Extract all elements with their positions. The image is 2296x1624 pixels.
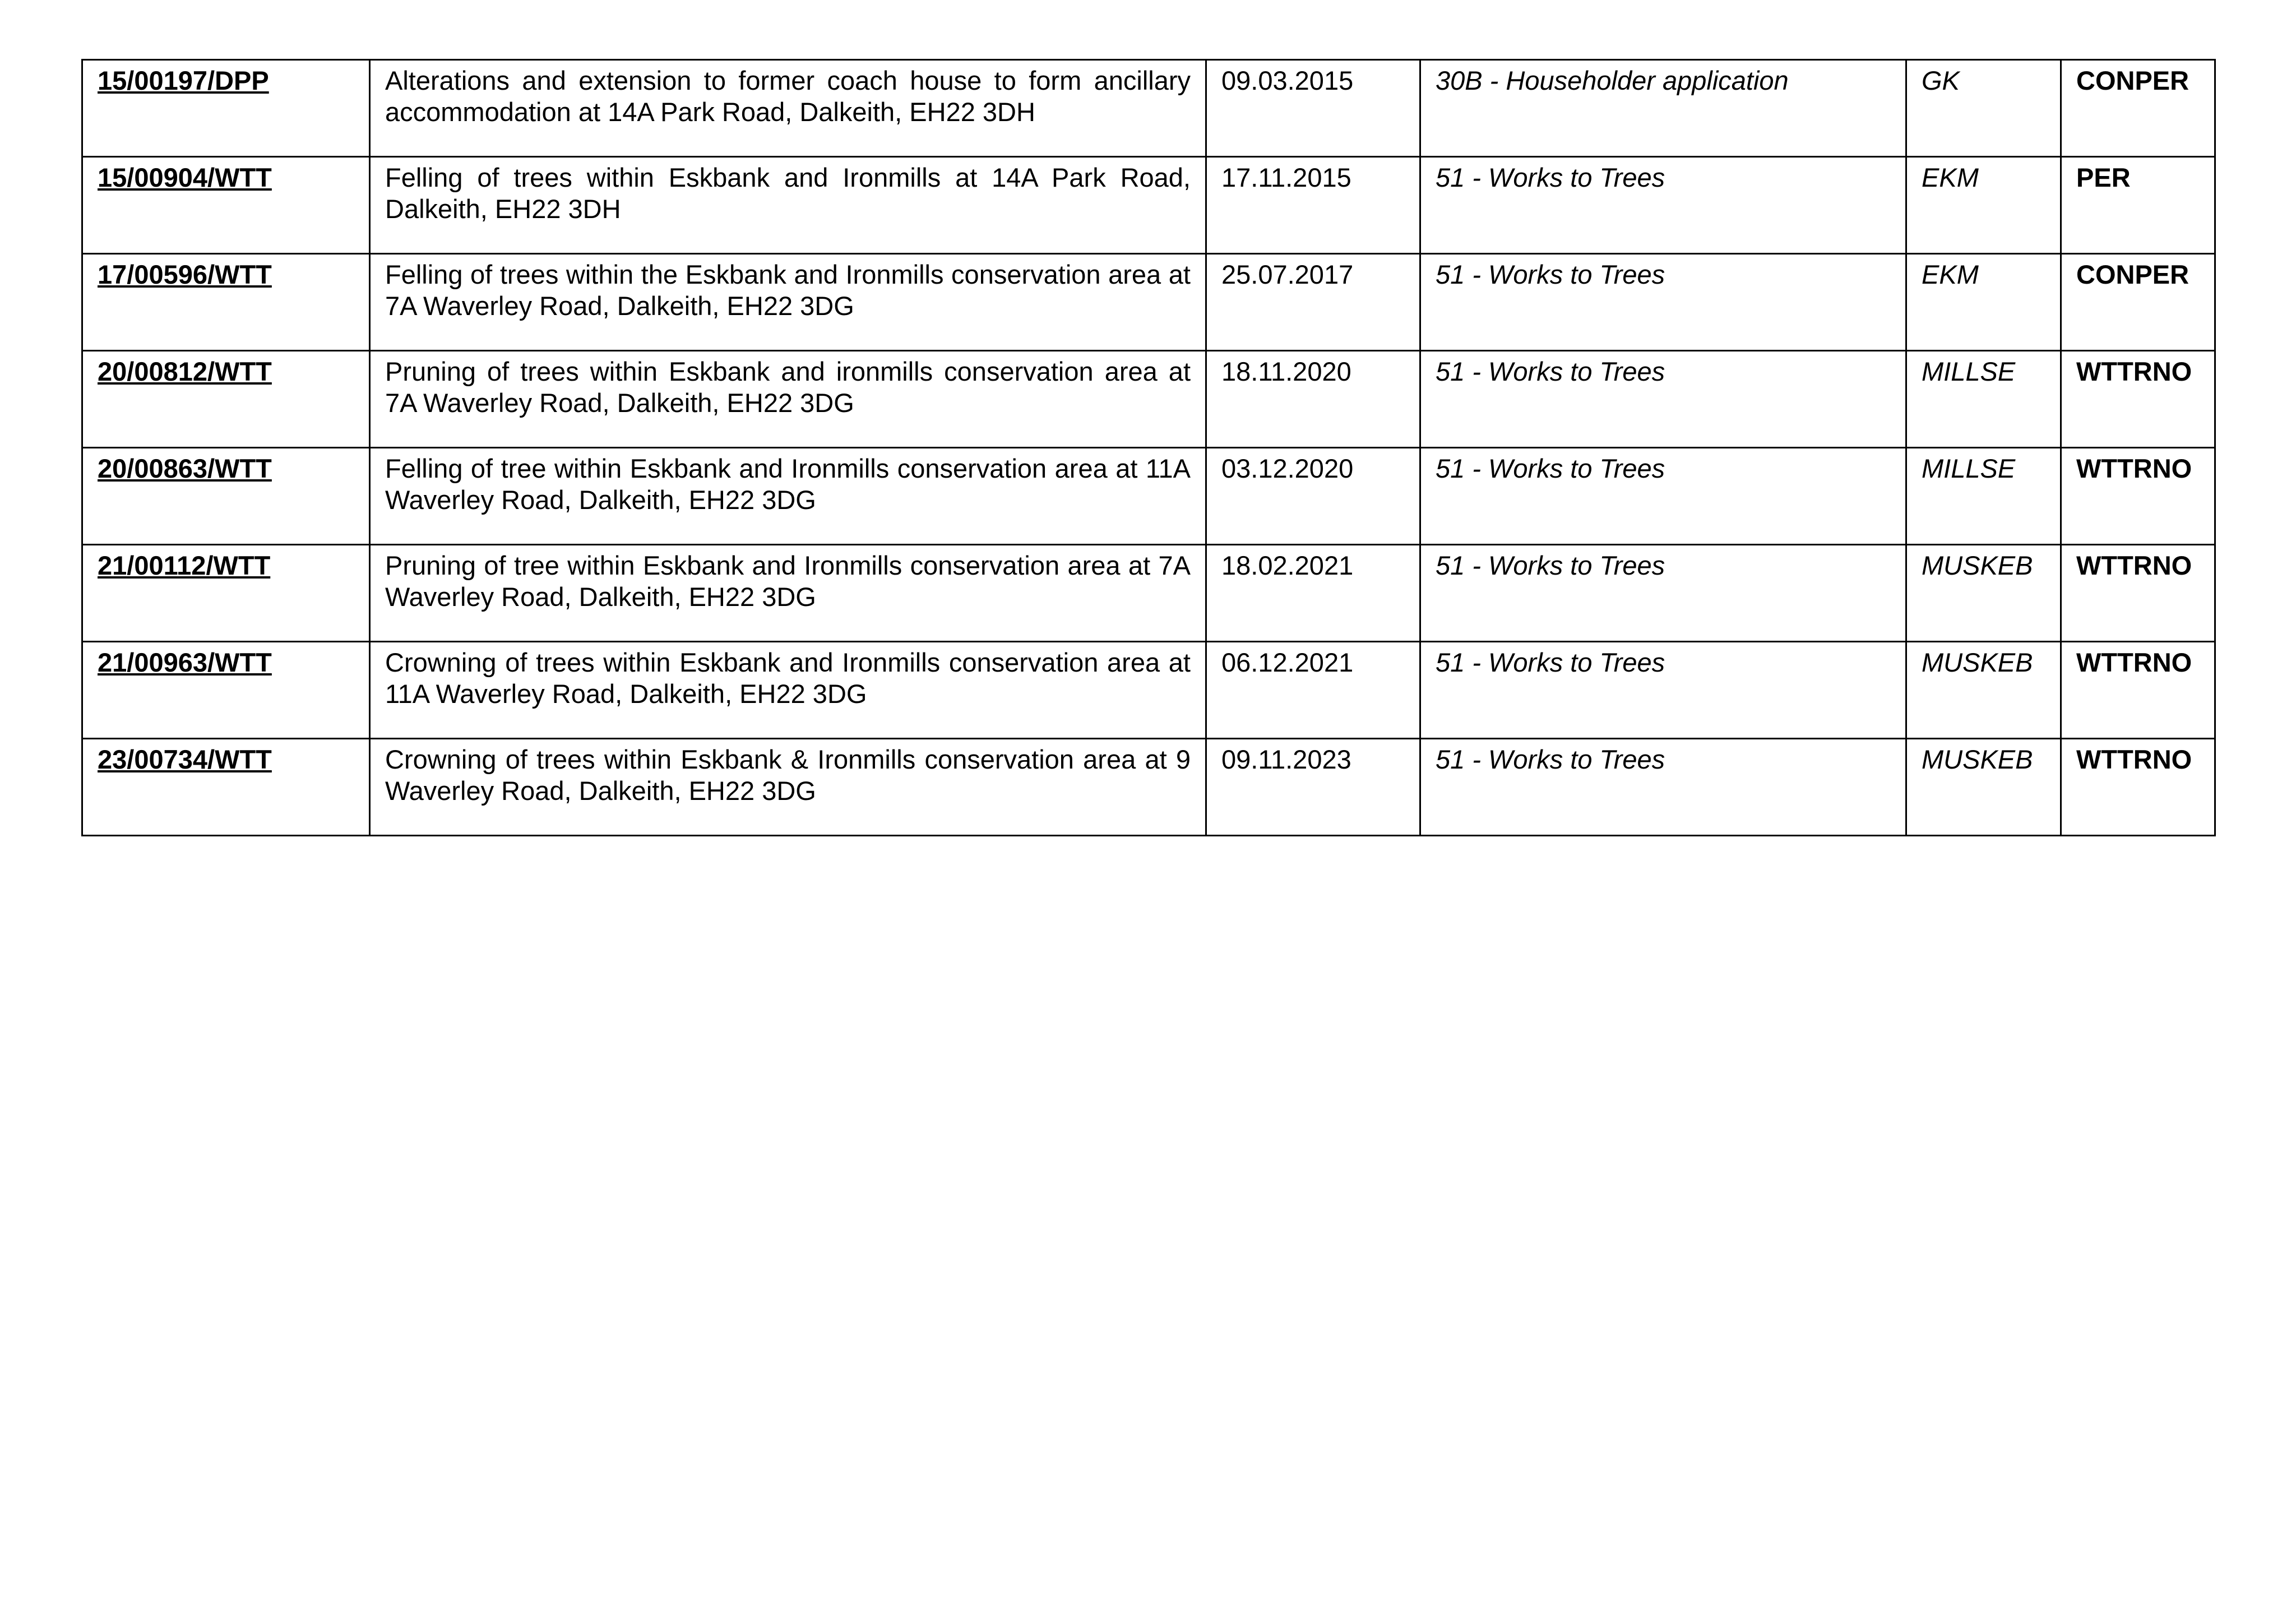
application-reference-link[interactable]: 23/00734/WTT bbox=[82, 739, 370, 836]
decision-code: WTTRNO bbox=[2061, 739, 2215, 836]
application-reference-link[interactable]: 21/00112/WTT bbox=[82, 545, 370, 642]
application-description: Felling of trees within Eskbank and Ironmills at 14A Park Road, Dalkeith, EH22 3DH bbox=[370, 157, 1206, 254]
case-officer: GK bbox=[1906, 60, 2061, 157]
decision-code: WTTRNO bbox=[2061, 351, 2215, 448]
table-row bbox=[82, 157, 2215, 254]
application-date: 06.12.2021 bbox=[1206, 642, 1420, 739]
application-description: Crowning of trees within Eskbank and Ironmills conservation area at 11A Waverley Road, Dalkeith, EH22 3DG bbox=[370, 642, 1206, 739]
decision-code: WTTRNO bbox=[2061, 448, 2215, 545]
application-description: Pruning of trees within Eskbank and ironmills conservation area at 7A Waverley Road, Dalkeith, EH22 3DG bbox=[370, 351, 1206, 448]
application-reference-link[interactable]: 17/00596/WTT bbox=[82, 254, 370, 351]
application-description: Felling of tree within Eskbank and Ironmills conservation area at 11A Waverley Road, Dalkeith, EH22 3DG bbox=[370, 448, 1206, 545]
application-type: 51 - Works to Trees bbox=[1420, 448, 1906, 545]
application-reference-link[interactable]: 21/00963/WTT bbox=[82, 642, 370, 739]
table-row bbox=[82, 254, 2215, 351]
case-officer: MILLSE bbox=[1906, 448, 2061, 545]
application-type: 51 - Works to Trees bbox=[1420, 642, 1906, 739]
application-date: 09.03.2015 bbox=[1206, 60, 1420, 157]
table-row bbox=[82, 545, 2215, 642]
application-date: 17.11.2015 bbox=[1206, 157, 1420, 254]
application-date: 18.02.2021 bbox=[1206, 545, 1420, 642]
case-officer: MUSKEB bbox=[1906, 739, 2061, 836]
decision-code: CONPER bbox=[2061, 254, 2215, 351]
application-type: 51 - Works to Trees bbox=[1420, 351, 1906, 448]
application-reference-link[interactable]: 15/00904/WTT bbox=[82, 157, 370, 254]
application-type: 51 - Works to Trees bbox=[1420, 157, 1906, 254]
application-description: Felling of trees within the Eskbank and Ironmills conservation area at 7A Waverley Road, Dalkeith, EH22 3DG bbox=[370, 254, 1206, 351]
case-officer: EKM bbox=[1906, 254, 2061, 351]
table-row bbox=[82, 60, 2215, 157]
decision-code: WTTRNO bbox=[2061, 545, 2215, 642]
decision-code: CONPER bbox=[2061, 60, 2215, 157]
case-officer: EKM bbox=[1906, 157, 2061, 254]
decision-code: PER bbox=[2061, 157, 2215, 254]
table-row bbox=[82, 448, 2215, 545]
table-row bbox=[82, 739, 2215, 836]
application-reference-link[interactable]: 20/00812/WTT bbox=[82, 351, 370, 448]
application-date: 03.12.2020 bbox=[1206, 448, 1420, 545]
application-type: 51 - Works to Trees bbox=[1420, 254, 1906, 351]
application-type: 30B - Householder application bbox=[1420, 60, 1906, 157]
application-description: Pruning of tree within Eskbank and Ironmills conservation area at 7A Waverley Road, Dalkeith, EH22 3DG bbox=[370, 545, 1206, 642]
application-date: 09.11.2023 bbox=[1206, 739, 1420, 836]
table-row bbox=[82, 642, 2215, 739]
application-date: 25.07.2017 bbox=[1206, 254, 1420, 351]
planning-applications-table bbox=[81, 59, 2216, 836]
application-reference-link[interactable]: 15/00197/DPP bbox=[82, 60, 370, 157]
application-type: 51 - Works to Trees bbox=[1420, 545, 1906, 642]
application-description: Crowning of trees within Eskbank & Ironmills conservation area at 9 Waverley Road, Dalkeith, EH22 3DG bbox=[370, 739, 1206, 836]
case-officer: MILLSE bbox=[1906, 351, 2061, 448]
application-type: 51 - Works to Trees bbox=[1420, 739, 1906, 836]
table-row bbox=[82, 351, 2215, 448]
case-officer: MUSKEB bbox=[1906, 642, 2061, 739]
decision-code: WTTRNO bbox=[2061, 642, 2215, 739]
application-date: 18.11.2020 bbox=[1206, 351, 1420, 448]
case-officer: MUSKEB bbox=[1906, 545, 2061, 642]
application-reference-link[interactable]: 20/00863/WTT bbox=[82, 448, 370, 545]
application-description: Alterations and extension to former coach house to form ancillary accommodation at 14A Park Road, Dalkeith, EH22 3DH bbox=[370, 60, 1206, 157]
